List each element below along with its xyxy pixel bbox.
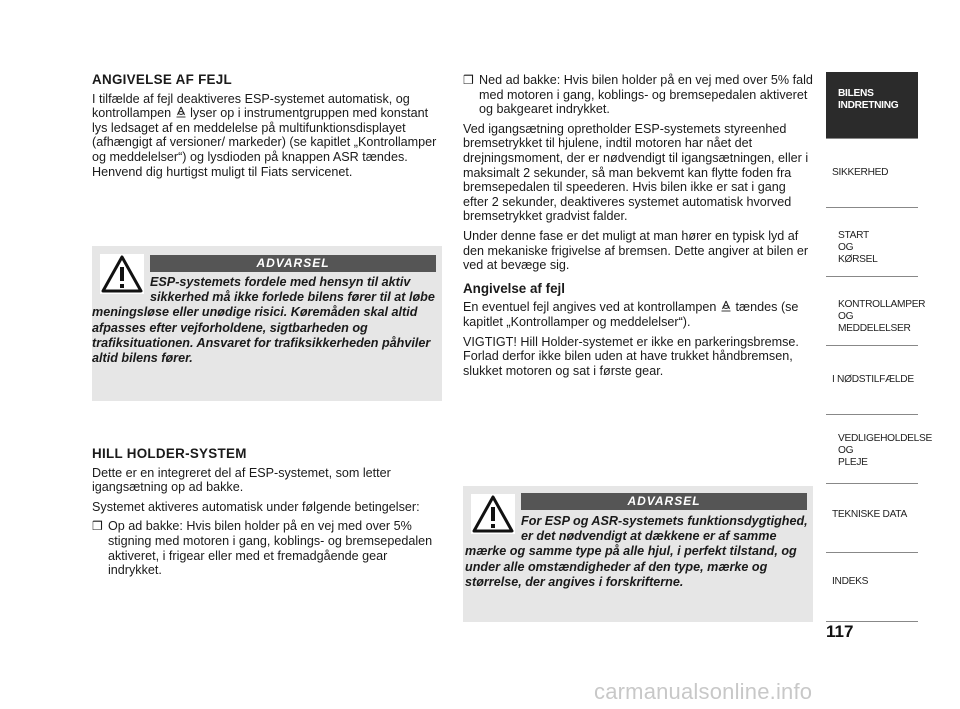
section-title-hill-holder: HILL HOLDER-SYSTEM bbox=[92, 446, 247, 461]
watermark: carmanualsonline.info bbox=[594, 679, 813, 704]
hill-holder-sound: Under denne fase er det muligt at man hører en typisk lyd af den mekaniske frigivelse af bremsen. Dette angiver at bilen er ved at bevæge sig. bbox=[463, 228, 809, 273]
tab-sikkerhed[interactable]: SIKKERHED bbox=[826, 139, 918, 208]
hill-holder-conditions: Systemet aktiveres automatisk under følgende betingelser: bbox=[92, 499, 420, 514]
tab-i-nodstilfaelde[interactable]: I NØDSTILFÆLDE bbox=[826, 346, 918, 415]
page-number: 117 bbox=[826, 622, 854, 641]
section-title-fault: ANGIVELSE AF FEJL bbox=[92, 72, 233, 87]
esp-warning-lamp-icon bbox=[720, 300, 732, 312]
hill-holder-operation: Ved igangsætning opretholder ESP-systemets styreenhed bremsetrykket til hjulene, indtil motoren har nået det drejningsmoment, der er nødvendigt til igangsætningen, eller i maksimalt 2 sekunder, så man bekvemt kan flytte foden fra bremsepedalen til speederen. Hvis bilen ikke er sat i gang efter 2 sekunder, deaktiveres systemet automatisk hvorved bremsetrykket gradvist falder. bbox=[463, 121, 809, 224]
warning-box-left bbox=[92, 246, 442, 401]
warning-text-right: For ESP og ASR-systemets funktionsdygtighed, er det nødvendigt at dækkene er af samme mærke og samme type på alle hjul, i perfekt tilstand, og under alle omstændigheder af den type, mærke og størrelse, der angives i forskrifterne. bbox=[465, 514, 808, 589]
tab-start-og-korsel[interactable]: START OG KØRSEL bbox=[826, 208, 918, 277]
list-item-downhill: ❒ Ned ad bakke: Hvis bilen holder på en vej med over 5% fald med motoren i gang, koblings- og bremsepedalen aktiveret og bakgearet indrykket. bbox=[463, 73, 813, 117]
warning-band-left: ADVARSEL bbox=[150, 255, 436, 272]
left-column bbox=[92, 73, 442, 184]
left-column-lower bbox=[92, 447, 442, 583]
warning-box-right bbox=[463, 486, 813, 622]
tab-indeks[interactable]: INDEKS bbox=[826, 553, 918, 622]
checkbox-bullet-icon: ❒ bbox=[92, 519, 103, 534]
right-column bbox=[463, 73, 813, 383]
subtitle-fault-indication: Angivelse af fejl bbox=[463, 280, 565, 296]
tab-tekniske-data[interactable]: TEKNISKE DATA bbox=[826, 484, 918, 553]
warning-text-left: ESP-systemets fordele med hensyn til aktiv sikkerhed må ikke forlede bilens fører til at løbe meningsløse eller unødige risici. Køremåden skal altid afpasses efter vejforholdene, sigtbarheden og trafiksituationen. Ansvaret for trafiksikkerheden påhviler altid bilens fører. bbox=[92, 275, 435, 366]
fault-indication-paragraph: En eventuel fejl angives ved at kontrollampen tændes (se kapitlet „Kontrollamper og meddelelser“). bbox=[463, 300, 799, 329]
tab-vedligeholdelse[interactable]: VEDLIGEHOLDELSE OG PLEJE bbox=[826, 415, 918, 484]
checkbox-bullet-icon: ❒ bbox=[463, 73, 474, 87]
esp-warning-lamp-icon bbox=[175, 106, 187, 118]
tab-bilens-indretning[interactable]: BILENS INDRETNING bbox=[826, 72, 918, 139]
hill-holder-intro: Dette er en integreret del af ESP-systemet, som letter igangsætning op ad bakke. bbox=[92, 465, 391, 495]
tab-kontrollamper[interactable]: KONTROLLAMPER OG MEDDELELSER bbox=[826, 277, 918, 346]
fault-paragraph: I tilfælde af fejl deaktiveres ESP-systemet automatisk, og kontrollampen lyser op i instrumentgruppen med konstant lys ledsaget af en meddelelse på multifunktionsdisplayet (afhængigt af versioner/ markeder) (se kapitlet „Kontrollamper og meddelelser“) og lysdioden på knappen ASR tændes. Henvend dig hurtigst muligt til Fiats servicenet. bbox=[92, 91, 437, 179]
important-note: VIGTIGT! Hill Holder-systemet er ikke en parkeringsbremse. Forlad derfor ikke bilen uden at have trukket håndbremsen, slukket motoren og sat i første gear. bbox=[463, 334, 799, 378]
chapter-tabs bbox=[826, 72, 960, 632]
warning-band-right: ADVARSEL bbox=[521, 493, 807, 510]
list-item-uphill: ❒ Op ad bakke: Hvis bilen holder på en vej med over 5% stigning med motoren i gang, koblings- og bremsepedalen aktiveret, i frigear eller med et fremadgående gear indrykket. bbox=[92, 519, 433, 578]
